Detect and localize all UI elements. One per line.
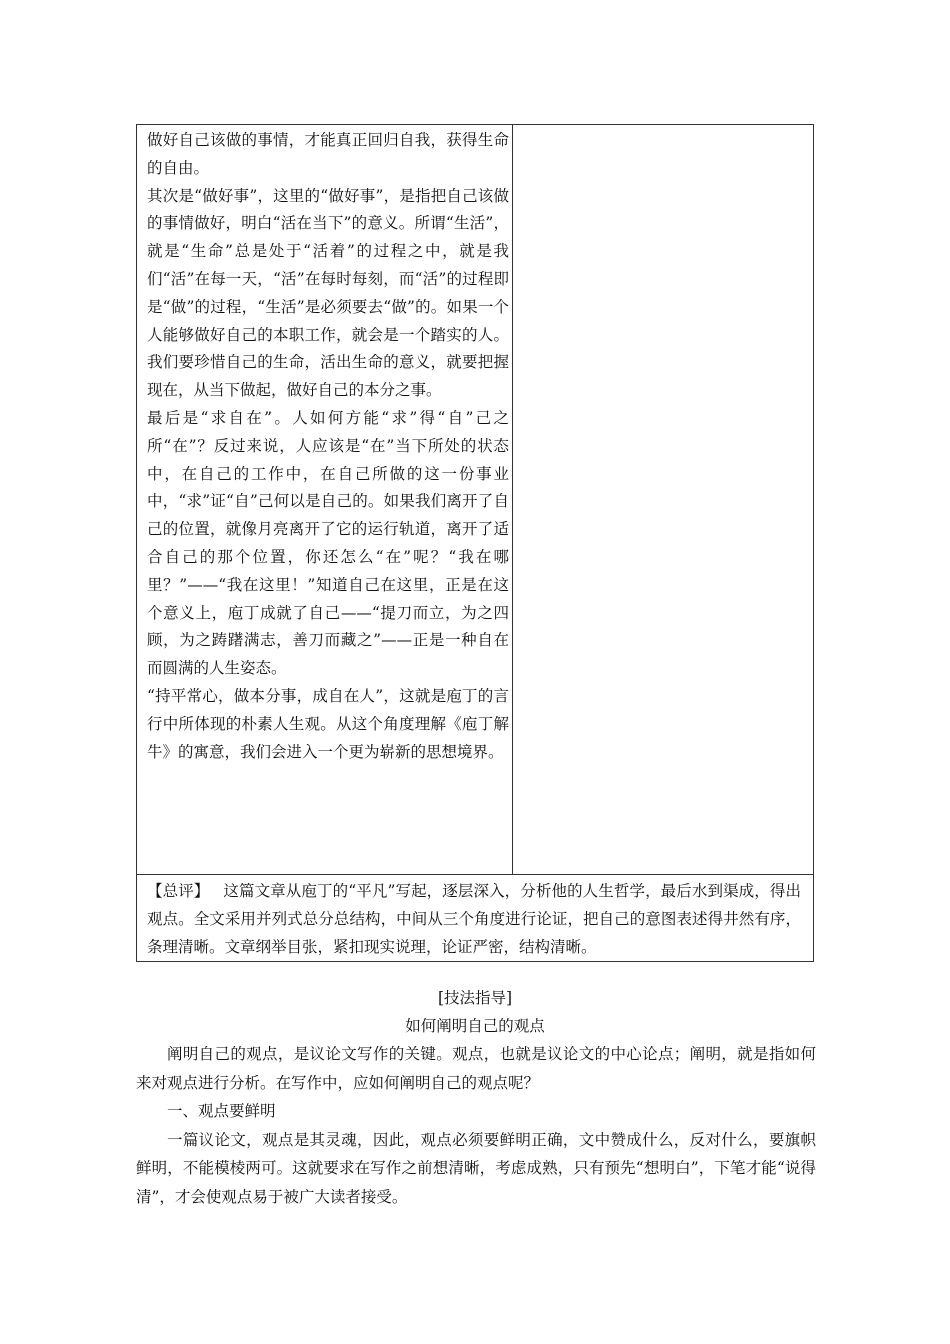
essay-paragraph: 最后是“求自在”。人如何方能“求”得“自”己之所“在”？反过来说，人应该是“在”当下所处的状态中，在自己的工作中，在自己所做的这一份事业中，“求”证“自”己何以是自己的。如果我们离开了自己的位置，就像月亮离开了它的运行轨道，离开了适合自己的那个位置，你还怎么“在”呢？“我在哪里？”——“我在这里！”知道自己在这里，正是在这个意义上，庖丁成就了自己——“提刀而立，为之四顾，为之踌躇满志，善刀而藏之”——正是一种自在而圆满的人生姿态。 (147, 408, 509, 678)
section-title: 如何阐明自己的观点 (405, 1017, 545, 1035)
commentary-table (136, 124, 814, 962)
annotation-column (513, 125, 813, 874)
body-text (136, 1040, 816, 1212)
essay-paragraph: 做好自己该做的事情，才能真正回归自我，获得生命的自由。 (147, 131, 509, 177)
essay-text (147, 127, 509, 766)
essay-paragraph: 其次是“做好事”，这里的“做好事”，是指把自己该做的事情做好，明白“活在当下”的意义。所谓“生活”，就是“生命”总是处于“活着”的过程之中，就是我们“活”在每一天，“活”在每时每刻，而“活”的过程即是“做”的过程，“生活”是必须要去“做”的。如果一个人能够做好自己的本职工作，就会是一个踏实的人。我们要珍惜自己的生命，活出生命的意义，就要把握现在，从当下做起，做好自己的本分之事。 (147, 186, 509, 400)
body-paragraph: 阐明自己的观点，是议论文写作的关键。观点，也就是议论文的中心论点；阐明，就是指如何来对观点进行分析。在写作中，应如何阐明自己的观点呢？ (136, 1045, 816, 1092)
body-paragraph: 一篇议论文，观点是其灵魂，因此，观点必须要鲜明正确，文中赞成什么，反对什么，要旗帜鲜明，不能模棱两可。这就要求在写作之前想清晰，考虑成熟，只有预先“想明白”，下笔才能“说得清”，才会使观点易于被广大读者接受。 (136, 1130, 816, 1206)
section-tag: [技法指导] (437, 989, 513, 1007)
summary-row (137, 874, 813, 961)
essay-paragraph: “持平常心，做本分事，成自在人”，这就是庖丁的言行中所体现的朴素人生观。从这个角度理解《庖丁解牛》的寓意，我们会进入一个更为崭新的思想境界。 (147, 686, 509, 761)
body-subheading: 一、观点要鲜明 (167, 1102, 276, 1121)
summary-label: 【总评】 (147, 882, 210, 900)
essay-column (137, 125, 513, 874)
summary-text: 这篇文章从庖丁的“平凡”写起，逐层深入，分析他的人生哲学，最后水到渠成，得出观点。全文采用并列式总分总结构，中间从三个角度进行论证，把自己的意图表述得井然有序，条理清晰。文章纲举目张，紧扣现实说理，论证严密，结构清晰。 (147, 882, 801, 956)
